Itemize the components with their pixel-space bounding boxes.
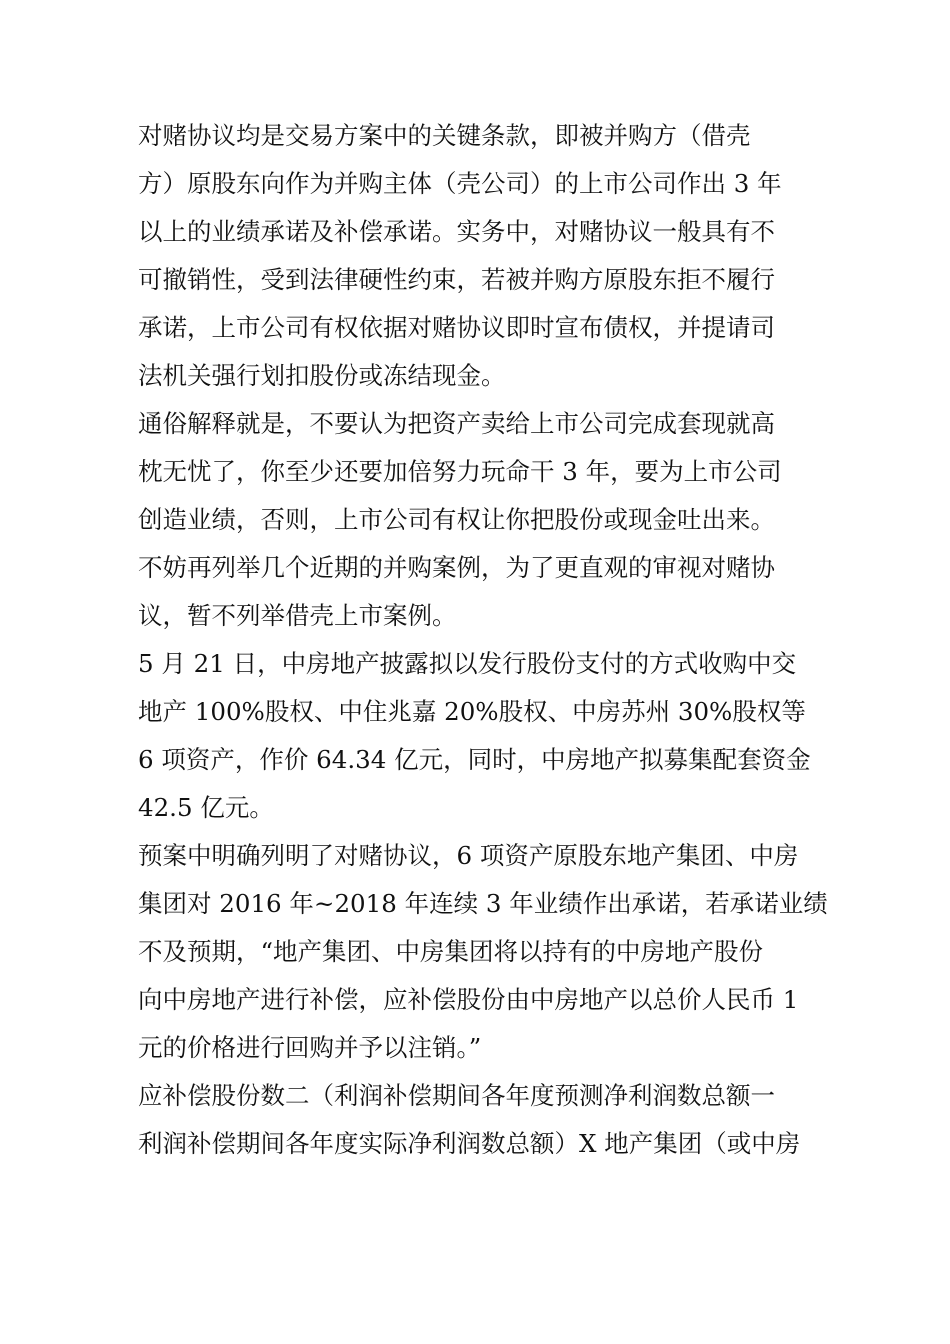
text-line: 元的价格进行回购并予以注销。” [138,1033,482,1062]
text-line: 预案中明确列明了对赌协议，6 项资产原股东地产集团、中房 [138,841,799,870]
text-line: 枕无忧了，你至少还要加倍努力玩命干 3 年，要为上市公司 [138,457,782,486]
text-line: 法机关强行划扣股份或冻结现金。 [138,361,506,390]
text-line: 通俗解释就是，不要认为把资产卖给上市公司完成套现就高 [138,409,775,438]
text-line: 集团对 2016 年~2018 年连续 3 年业绩作出承诺，若承诺业绩 [138,889,828,918]
text-line: 应补偿股份数二（利润补偿期间各年度预测净利润数总额一 [138,1081,775,1110]
text-line: 6 项资产，作价 64.34 亿元，同时，中房地产拟募集配套资金 [138,745,811,774]
paragraph-6 [138,1072,828,1168]
text-line: 利润补偿期间各年度实际净利润数总额）X 地产集团（或中房 [138,1129,801,1158]
paragraph-1 [138,112,828,400]
text-line: 对赌协议均是交易方案中的关键条款，即被并购方（借壳 [138,121,751,150]
text-line: 不及预期，“地产集团、中房集团将以持有的中房地产股份 [138,937,764,966]
text-line: 42.5 亿元。 [138,793,274,822]
text-line: 不妨再列举几个近期的并购案例，为了更直观的审视对赌协 [138,553,775,582]
paragraph-3 [138,544,828,640]
paragraph-5 [138,832,828,1072]
document-body [138,112,828,1168]
text-line: 地产 100%股权、中住兆嘉 20%股权、中房苏州 30%股权等 [138,697,806,726]
text-line: 向中房地产进行补偿，应补偿股份由中房地产以总价人民币 1 [138,985,799,1014]
text-line: 以上的业绩承诺及补偿承诺。实务中，对赌协议一般具有不 [138,217,775,246]
text-line: 可撤销性，受到法律硬性约束，若被并购方原股东拒不履行 [138,265,775,294]
text-line: 承诺，上市公司有权依据对赌协议即时宣布债权，并提请司 [138,313,775,342]
text-line: 5 月 21 日，中房地产披露拟以发行股份支付的方式收购中交 [138,649,797,678]
text-line: 创造业绩，否则，上市公司有权让你把股份或现金吐出来。 [138,505,775,534]
paragraph-2 [138,400,828,544]
text-line: 方）原股东向作为并购主体（壳公司）的上市公司作出 3 年 [138,169,782,198]
paragraph-4 [138,640,828,832]
text-line: 议，暂不列举借壳上市案例。 [138,601,457,630]
